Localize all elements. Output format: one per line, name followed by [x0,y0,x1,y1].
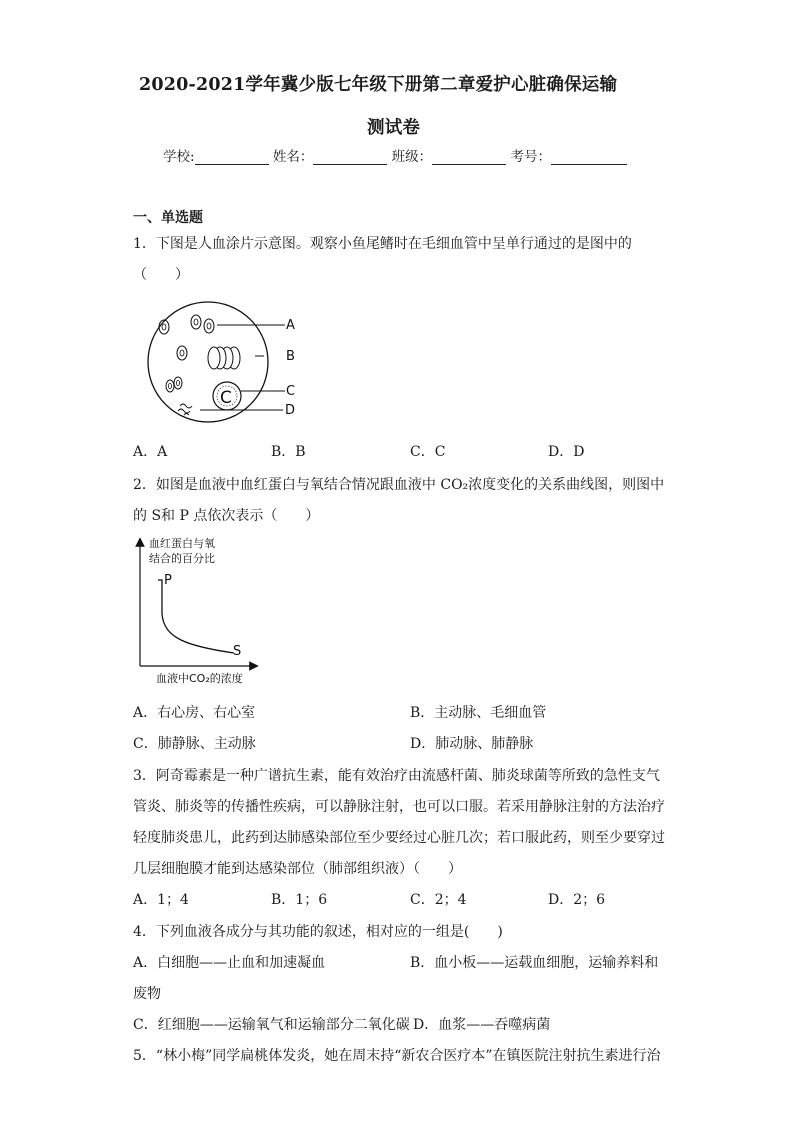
page-title-line2: 测试卷 [367,118,421,138]
q3-stem-line1: 3．阿奇霉素是一种广谱抗生素，能有效治疗由流感杆菌、肺炎球菌等所致的急性支气 [133,768,660,784]
q2-stem-line1: 2．如图是血液中血红蛋白与氧结合情况跟血液中 CO₂浓度变化的关系曲线图，则图中 [133,477,665,493]
q2-option-d[interactable]: D．肺动脉、肺静脉 [410,736,534,752]
figure-label-a: A [286,318,295,333]
red-cell-a [204,319,214,333]
platelets [178,404,192,415]
q3-stem-line4: 几层细胞膜才能到达感染部位（肺部组织液）（ ） [133,861,462,877]
section-heading: 一、单选题 [133,210,203,226]
y-axis-label-line1: 血红蛋白与氧 [149,537,215,550]
q3-option-d[interactable]: D．2；6 [548,892,606,908]
q4-stem-line1: 4．下列血液各成分与其功能的叙述，相对应的一组是( ) [133,924,503,940]
q1-option-a[interactable]: A．A [133,444,168,460]
point-p-label: P [164,573,172,588]
q3-stem-line2: 管炎、肺炎等的传播性疾病，可以静脉注射，也可以口服。若采用静脉注射的方法治疗 [133,799,665,815]
co2-hemoglobin-chart [128,534,268,688]
q2-stem-line2: 的 S和 P 点依次表示（ ） [133,508,320,524]
svg-text:C: C [220,388,232,408]
q1-stem-line2: （ ） [133,267,189,283]
exam-number-blank[interactable] [551,150,627,165]
q1-option-b[interactable]: B．B [271,444,306,460]
q4-option-b-continued: 废物 [133,986,161,1002]
red-cell [166,380,174,392]
figure-label-b: B [286,349,295,364]
info-fields-row [163,145,627,165]
exam-number-label: 考号： [510,149,551,165]
x-axis-label: 血液中CO₂的浓度 [156,672,243,685]
school-label: 学校: [163,149,195,165]
q2-option-b[interactable]: B．主动脉、毛细血管 [410,705,547,721]
q4-option-c[interactable]: C．红细胞——运输氧气和运输部分二氧化碳 [133,1017,410,1033]
red-cell [174,377,182,389]
q2-option-a[interactable]: A．右心房、右心室 [133,705,256,721]
name-label: 姓名： [272,149,314,165]
q5-stem-line1: 5．“林小梅”同学扁桃体发炎，她在周末持“新农合医疗本”在镇医院注射抗生素进行治 [133,1048,661,1064]
q3-option-a[interactable]: A．1；4 [133,892,189,908]
class-label: 班级： [391,149,433,165]
y-axis-label-line2: 结合的百分比 [149,552,215,565]
figure-label-d: D [285,403,296,418]
red-cell [191,315,201,329]
name-blank[interactable] [313,150,387,165]
red-cell [177,346,187,360]
blood-smear-figure [140,298,310,430]
q3-stem-line3: 轻度肺炎患儿，此药到达肺感染部位至少要经过心脏几次；若口服此药，则至少要穿过 [133,830,665,846]
q4-option-a[interactable]: A．白细胞——止血和加速凝血 [133,955,326,971]
q2-option-c[interactable]: C．肺静脉、主动脉 [133,736,256,752]
page-title: 2020-2021学年冀少版七年级下册第二章爱护心脏确保运输 [139,75,618,95]
curve [158,580,234,653]
q3-option-b[interactable]: B．1；6 [271,892,328,908]
q1-option-c[interactable]: C．C [410,444,446,460]
q1-stem-line1: 1．下图是人血涂片示意图。观察小鱼尾鳍时在毛细血管中呈单行通过的是图中的 [133,236,632,252]
q4-option-b[interactable]: B．血小板——运载血细胞，运输养料和 [410,955,659,971]
q3-option-c[interactable]: C．2；4 [410,892,467,908]
point-s-label: S [233,644,242,659]
figure-label-c: C [286,384,296,399]
class-blank[interactable] [432,150,506,165]
q1-option-d[interactable]: D．D [548,444,585,460]
q4-option-d[interactable]: D．血浆——吞噬病菌 [413,1017,551,1033]
school-blank[interactable] [195,150,269,165]
